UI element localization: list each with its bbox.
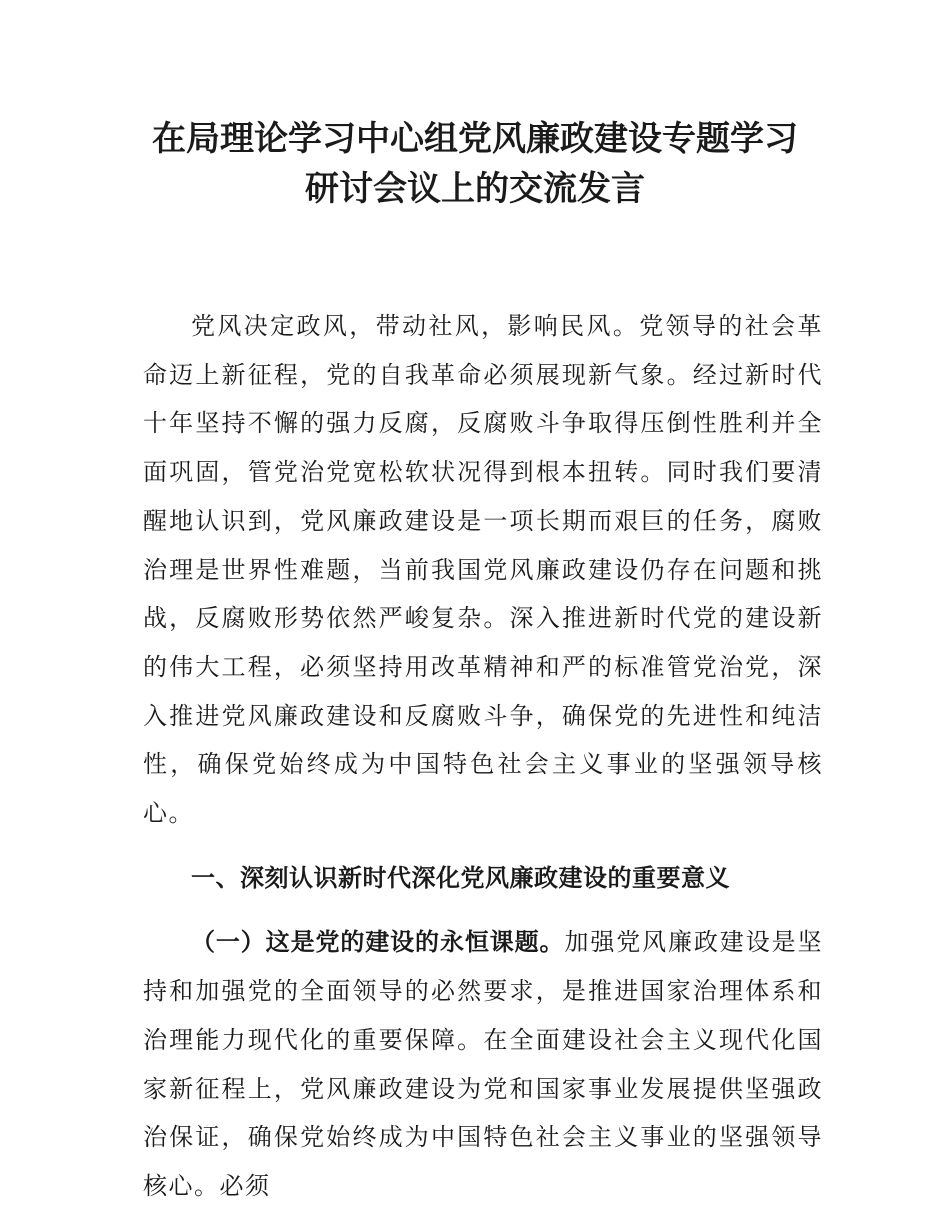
section-heading-1: 一、深刻认识新时代深化党风廉政建设的重要意义 (191, 863, 730, 892)
title-line-1: 在局理论学习中心组党风廉政建设专题学习 (152, 119, 798, 159)
subsection-heading-1: （一）这是党的建设的永恒课题。 (191, 928, 565, 957)
title-line-2: 研讨会议上的交流发言 (305, 169, 645, 209)
document-title (100, 114, 850, 214)
subsection-paragraph-1 (143, 918, 823, 1210)
document-body (143, 302, 823, 1211)
subsection-text-1: 加强党风廉政建设是坚持和加强党的全面领导的必然要求，是推进国家治理体系和治理能力现代化的重要保障。在全面建设社会主义现代化国家新征程上，党风廉政建设为党和国家事业发展提供坚强政治保证，确保党始终成为中国特色社会主义事业的坚强领导核心。必须 (143, 928, 823, 1200)
intro-paragraph: 党风决定政风，带动社风，影响民风。党领导的社会革命迈上新征程，党的自我革命必须展现新气象。经过新时代十年坚持不懈的强力反腐，反腐败斗争取得压倒性胜利并全面巩固，管党治党宽松软状况得到根本扭转。同时我们要清醒地认识到，党风廉政建设是一项长期而艰巨的任务，腐败治理是世界性难题，当前我国党风廉政建设仍存在问题和挑战，反腐败形势依然严峻复杂。深入推进新时代党的建设新的伟大工程，必须坚持用改革精神和严的标准管党治党，深入推进党风廉政建设和反腐败斗争，确保党的先进性和纯洁性，确保党始终成为中国特色社会主义事业的坚强领导核心。 (143, 312, 823, 828)
